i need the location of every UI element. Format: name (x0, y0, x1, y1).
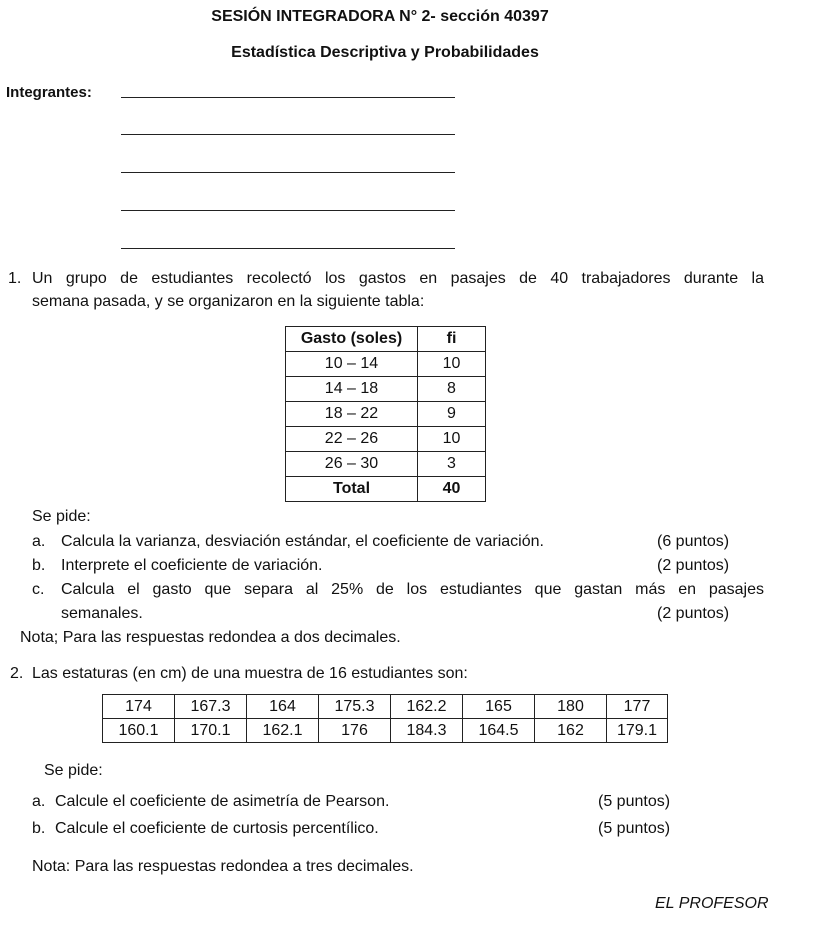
member-line[interactable] (121, 248, 455, 249)
table-cell: 175.3 (319, 695, 391, 719)
member-line[interactable] (121, 172, 455, 173)
q2-item-points: (5 puntos) (598, 820, 671, 837)
table-cell: 167.3 (175, 695, 247, 719)
q2-text: Las estaturas (en cm) de una muestra de 16 estudiantes son: (32, 665, 468, 682)
table-cell: 177 (607, 695, 668, 719)
table-cell: 14 – 18 (286, 377, 418, 402)
q1-item-points: (2 puntos) (657, 605, 730, 622)
signature: EL PROFESOR (655, 895, 769, 912)
q1-item-text: Interprete el coeficiente de variación. (61, 557, 323, 574)
table-cell: 18 – 22 (286, 402, 418, 427)
table-cell: 174 (103, 695, 175, 719)
expense-table (285, 326, 486, 502)
q2-item-letter: a. (32, 793, 46, 810)
table-header: Gasto (soles) (286, 327, 418, 352)
table-cell: 3 (418, 452, 486, 477)
q1-text-line1: Un grupo de estudiantes recolectó los gastos en pasajes de 40 trabajadores durante la (32, 270, 764, 287)
q1-text-line2: semana pasada, y se organizaron en la siguiente tabla: (32, 293, 425, 310)
q2-number: 2. (10, 665, 24, 682)
table-cell: 179.1 (607, 719, 668, 743)
q2-se-pide: Se pide: (44, 762, 103, 779)
table-row (286, 427, 486, 452)
table-cell: 180 (535, 695, 607, 719)
table-header-row (286, 327, 486, 352)
table-row (286, 452, 486, 477)
table-cell: 9 (418, 402, 486, 427)
member-line[interactable] (121, 97, 455, 98)
q1-item-letter: c. (32, 581, 45, 598)
q1-number: 1. (8, 270, 22, 287)
table-cell: 160.1 (103, 719, 175, 743)
members-label: Integrantes: (6, 84, 92, 101)
table-cell: 22 – 26 (286, 427, 418, 452)
member-line[interactable] (121, 210, 455, 211)
q1-item-letter: b. (32, 557, 46, 574)
q1-note: Nota; Para las respuestas redondea a dos decimales. (20, 629, 401, 646)
q2-item-points: (5 puntos) (598, 793, 671, 810)
table-cell: 165 (463, 695, 535, 719)
table-cell: 170.1 (175, 719, 247, 743)
table-cell: 164 (247, 695, 319, 719)
table-total-row (286, 477, 486, 502)
q1-item-text: Calcula la varianza, desviación estándar, el coeficiente de variación. (61, 533, 544, 550)
table-cell: 10 – 14 (286, 352, 418, 377)
q2-item-letter: b. (32, 820, 46, 837)
table-row (103, 719, 668, 743)
table-cell: 164.5 (463, 719, 535, 743)
member-line[interactable] (121, 134, 455, 135)
table-row (286, 377, 486, 402)
table-cell: 184.3 (391, 719, 463, 743)
table-row (286, 402, 486, 427)
table-cell: 8 (418, 377, 486, 402)
table-cell: 162.1 (247, 719, 319, 743)
q1-se-pide: Se pide: (32, 508, 91, 525)
table-cell: 26 – 30 (286, 452, 418, 477)
q1-item-letter: a. (32, 533, 46, 550)
heights-table (102, 694, 668, 743)
table-cell: 176 (319, 719, 391, 743)
q1-item-points: (6 puntos) (657, 533, 730, 550)
table-total-value: 40 (418, 477, 486, 502)
table-cell: 10 (418, 427, 486, 452)
q1-item-points: (2 puntos) (657, 557, 730, 574)
course-subtitle: Estadística Descriptiva y Probabilidades (231, 44, 539, 61)
table-header: fi (418, 327, 486, 352)
table-cell: 10 (418, 352, 486, 377)
page-title: SESIÓN INTEGRADORA N° 2- sección 40397 (211, 8, 549, 25)
q2-item-text: Calcule el coeficiente de asimetría de Pearson. (55, 793, 390, 810)
table-cell: 162.2 (391, 695, 463, 719)
q2-item-text: Calcule el coeficiente de curtosis percentílico. (55, 820, 379, 837)
q1-item-text: Calcula el gasto que separa al 25% de los estudiantes que gastan más en pasajes (61, 581, 764, 598)
q2-note: Nota: Para las respuestas redondea a tres decimales. (32, 858, 414, 875)
table-row (286, 352, 486, 377)
table-total-label: Total (286, 477, 418, 502)
table-row (103, 695, 668, 719)
q1-item-text-continued: semanales. (61, 605, 143, 622)
table-cell: 162 (535, 719, 607, 743)
